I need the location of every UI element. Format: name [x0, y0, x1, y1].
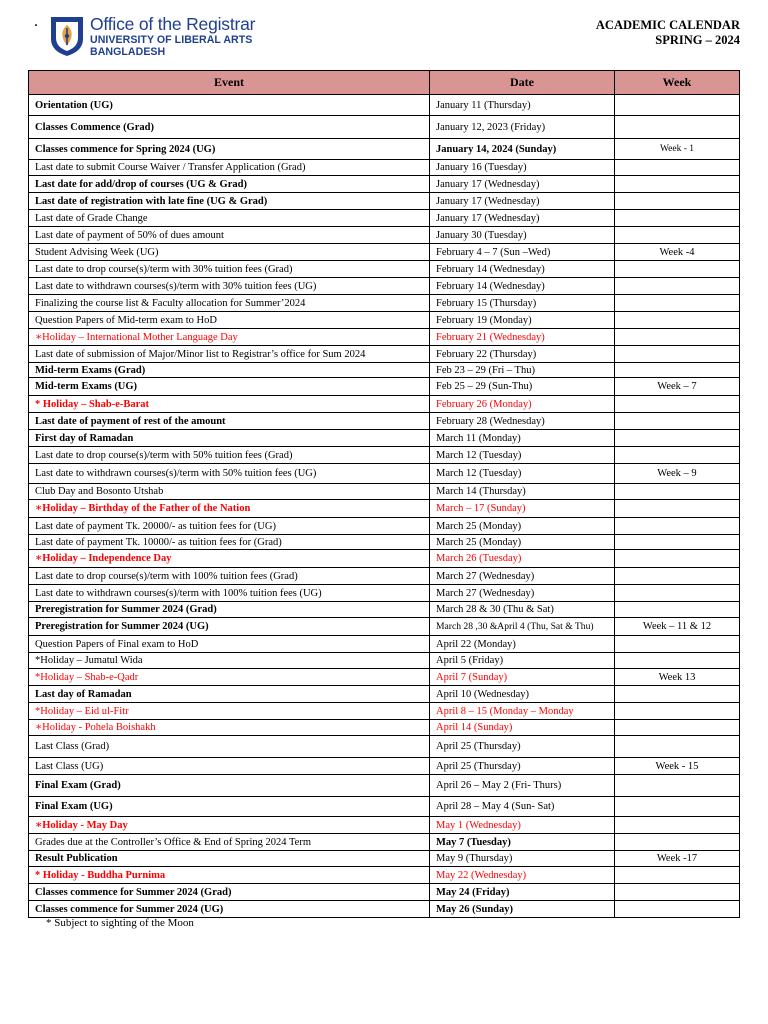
- week-cell: [615, 363, 740, 378]
- table-row: [29, 851, 740, 867]
- table-row: [29, 867, 740, 884]
- event-cell: Last day of Ramadan: [29, 686, 430, 703]
- week-cell: [615, 95, 740, 116]
- event-cell: Last date of payment of 50% of dues amount: [29, 227, 430, 244]
- event-cell: Last date of payment Tk. 10000/- as tuition fees for (Grad): [29, 535, 430, 550]
- week-cell: [615, 736, 740, 758]
- week-cell: Week – 11 & 12: [615, 618, 740, 636]
- event-cell: Last date to submit Course Waiver / Transfer Application (Grad): [29, 160, 430, 176]
- table-row: [29, 193, 740, 210]
- table-row: [29, 817, 740, 834]
- event-cell: Last Class (UG): [29, 758, 430, 775]
- week-cell: Week -4: [615, 244, 740, 261]
- table-row: [29, 500, 740, 518]
- week-cell: [615, 720, 740, 736]
- date-cell: March 14 (Thursday): [430, 484, 615, 500]
- date-cell: March – 17 (Sunday): [430, 500, 615, 518]
- event-cell: Final Exam (UG): [29, 797, 430, 817]
- event-cell: Last date to drop course(s)/term with 30% tuition fees (Grad): [29, 261, 430, 278]
- date-cell: February 15 (Thursday): [430, 295, 615, 312]
- event-cell: Result Publication: [29, 851, 430, 867]
- date-cell: January 11 (Thursday): [430, 95, 615, 116]
- week-cell: [615, 329, 740, 346]
- date-cell: April 5 (Friday): [430, 653, 615, 669]
- week-cell: [615, 550, 740, 568]
- table-row: [29, 618, 740, 636]
- week-cell: [615, 568, 740, 585]
- event-cell: Last date of registration with late fine (UG & Grad): [29, 193, 430, 210]
- event-cell: Last date of submission of Major/Minor list to Registrar’s office for Sum 2024: [29, 346, 430, 363]
- week-cell: Week - 1: [615, 139, 740, 160]
- table-row: [29, 550, 740, 568]
- week-cell: [615, 176, 740, 193]
- week-cell: [615, 413, 740, 430]
- date-cell: February 28 (Wednesday): [430, 413, 615, 430]
- week-cell: [615, 817, 740, 834]
- event-cell: *Holiday – Jumatul Wida: [29, 653, 430, 669]
- event-cell: * Holiday – Shab-e-Barat: [29, 396, 430, 413]
- event-cell: Final Exam (Grad): [29, 775, 430, 797]
- date-cell: March 28 & 30 (Thu & Sat): [430, 602, 615, 618]
- title-term: SPRING – 2024: [655, 33, 740, 47]
- table-row: [29, 210, 740, 227]
- date-cell: March 12 (Tuesday): [430, 447, 615, 464]
- table-row: [29, 278, 740, 295]
- table-row: [29, 295, 740, 312]
- week-cell: [615, 312, 740, 329]
- event-cell: First day of Ramadan: [29, 430, 430, 447]
- table-row: [29, 430, 740, 447]
- event-cell: Classes commence for Spring 2024 (UG): [29, 139, 430, 160]
- week-cell: [615, 210, 740, 227]
- event-cell: Last date to withdrawn courses(s)/term with 50% tuition fees (UG): [29, 464, 430, 484]
- week-cell: [615, 447, 740, 464]
- week-cell: [615, 396, 740, 413]
- week-cell: [615, 295, 740, 312]
- event-cell: ∗Holiday – Independence Day: [29, 550, 430, 568]
- date-cell: March 28 ,30 &April 4 (Thu, Sat & Thu): [430, 618, 615, 636]
- event-cell: Finalizing the course list & Faculty allocation for Summer’2024: [29, 295, 430, 312]
- week-cell: [615, 703, 740, 720]
- table-row: [29, 116, 740, 139]
- date-cell: April 7 (Sunday): [430, 669, 615, 686]
- event-cell: Last date for add/drop of courses (UG & Grad): [29, 176, 430, 193]
- bullet-mark: .: [34, 13, 38, 30]
- table-row: [29, 227, 740, 244]
- table-row: [29, 518, 740, 535]
- table-row: [29, 720, 740, 736]
- event-cell: Classes commence for Summer 2024 (Grad): [29, 884, 430, 901]
- week-cell: [615, 686, 740, 703]
- date-cell: February 21 (Wednesday): [430, 329, 615, 346]
- table-row: [29, 535, 740, 550]
- date-cell: April 26 – May 2 (Fri- Thurs): [430, 775, 615, 797]
- date-cell: March 12 (Tuesday): [430, 464, 615, 484]
- table-row: [29, 244, 740, 261]
- table-row: [29, 585, 740, 602]
- date-cell: March 27 (Wednesday): [430, 568, 615, 585]
- week-cell: [615, 518, 740, 535]
- week-cell: [615, 653, 740, 669]
- table-row: [29, 884, 740, 901]
- date-cell: March 26 (Tuesday): [430, 550, 615, 568]
- date-cell: February 26 (Monday): [430, 396, 615, 413]
- week-cell: Week 13: [615, 669, 740, 686]
- date-cell: February 4 – 7 (Sun –Wed): [430, 244, 615, 261]
- table-row: [29, 636, 740, 653]
- week-cell: [615, 484, 740, 500]
- table-row: [29, 363, 740, 378]
- event-cell: Preregistration for Summer 2024 (Grad): [29, 602, 430, 618]
- date-cell: April 28 – May 4 (Sun- Sat): [430, 797, 615, 817]
- week-cell: [615, 160, 740, 176]
- event-cell: ∗Holiday - May Day: [29, 817, 430, 834]
- event-cell: ∗Holiday – International Mother Language Day: [29, 329, 430, 346]
- document-title: [596, 18, 740, 48]
- date-cell: January 14, 2024 (Sunday): [430, 139, 615, 160]
- table-row: [29, 686, 740, 703]
- event-cell: Mid-term Exams (UG): [29, 378, 430, 396]
- date-cell: May 24 (Friday): [430, 884, 615, 901]
- logo-university-name: UNIVERSITY OF LIBERAL ARTS: [90, 34, 253, 46]
- week-cell: Week – 9: [615, 464, 740, 484]
- table-row: [29, 602, 740, 618]
- event-cell: Last date of payment Tk. 20000/- as tuition fees for (UG): [29, 518, 430, 535]
- table-row: [29, 703, 740, 720]
- date-cell: Feb 25 – 29 (Sun-Thu): [430, 378, 615, 396]
- week-cell: [615, 116, 740, 139]
- event-cell: Last date to withdrawn courses(s)/term with 30% tuition fees (UG): [29, 278, 430, 295]
- date-cell: March 11 (Monday): [430, 430, 615, 447]
- week-cell: [615, 261, 740, 278]
- footnote: * Subject to sighting of the Moon: [46, 917, 194, 929]
- date-cell: January 17 (Wednesday): [430, 210, 615, 227]
- event-cell: Question Papers of Mid-term exam to HoD: [29, 312, 430, 329]
- column-header-event: Event: [29, 71, 430, 95]
- event-cell: Preregistration for Summer 2024 (UG): [29, 618, 430, 636]
- date-cell: Feb 23 – 29 (Fri – Thu): [430, 363, 615, 378]
- event-cell: Last date of Grade Change: [29, 210, 430, 227]
- column-header-week: Week: [615, 71, 740, 95]
- week-cell: [615, 834, 740, 851]
- registrar-logo: [49, 15, 269, 61]
- week-cell: [615, 535, 740, 550]
- table-row: [29, 901, 740, 918]
- table-row: [29, 176, 740, 193]
- event-cell: Last date of payment of rest of the amount: [29, 413, 430, 430]
- table-row: [29, 797, 740, 817]
- date-cell: January 16 (Tuesday): [430, 160, 615, 176]
- event-cell: ∗Holiday - Pohela Boishakh: [29, 720, 430, 736]
- table-row: [29, 312, 740, 329]
- table-row: [29, 378, 740, 396]
- table-row: [29, 396, 740, 413]
- table-row: [29, 139, 740, 160]
- logo-office-title: Office of the Registrar: [90, 14, 256, 34]
- event-cell: Club Day and Bosonto Utshab: [29, 484, 430, 500]
- week-cell: [615, 602, 740, 618]
- table-row: [29, 568, 740, 585]
- table-header-row: [29, 71, 740, 95]
- event-cell: *Holiday – Eid ul-Fitr: [29, 703, 430, 720]
- date-cell: March 25 (Monday): [430, 535, 615, 550]
- table-row: [29, 329, 740, 346]
- table-row: [29, 775, 740, 797]
- table-row: [29, 484, 740, 500]
- university-crest-icon: [49, 15, 85, 57]
- date-cell: May 9 (Thursday): [430, 851, 615, 867]
- date-cell: April 22 (Monday): [430, 636, 615, 653]
- event-cell: Question Papers of Final exam to HoD: [29, 636, 430, 653]
- table-row: [29, 447, 740, 464]
- date-cell: January 30 (Tuesday): [430, 227, 615, 244]
- week-cell: [615, 500, 740, 518]
- event-cell: Last date to drop course(s)/term with 100% tuition fees (Grad): [29, 568, 430, 585]
- date-cell: April 8 – 15 (Monday – Monday: [430, 703, 615, 720]
- table-row: [29, 160, 740, 176]
- event-cell: Grades due at the Controller’s Office & End of Spring 2024 Term: [29, 834, 430, 851]
- date-cell: January 12, 2023 (Friday): [430, 116, 615, 139]
- date-cell: February 22 (Thursday): [430, 346, 615, 363]
- week-cell: [615, 585, 740, 602]
- column-header-date: Date: [430, 71, 615, 95]
- week-cell: [615, 901, 740, 918]
- event-cell: Last Class (Grad): [29, 736, 430, 758]
- date-cell: April 25 (Thursday): [430, 758, 615, 775]
- week-cell: [615, 884, 740, 901]
- table-row: [29, 834, 740, 851]
- week-cell: [615, 636, 740, 653]
- week-cell: [615, 867, 740, 884]
- week-cell: [615, 193, 740, 210]
- week-cell: [615, 775, 740, 797]
- date-cell: April 10 (Wednesday): [430, 686, 615, 703]
- table-row: [29, 669, 740, 686]
- table-row: [29, 653, 740, 669]
- event-cell: * Holiday - Buddha Purnima: [29, 867, 430, 884]
- event-cell: Last date to withdrawn courses(s)/term with 100% tuition fees (UG): [29, 585, 430, 602]
- week-cell: Week – 7: [615, 378, 740, 396]
- date-cell: February 14 (Wednesday): [430, 261, 615, 278]
- academic-calendar-table: [28, 70, 740, 918]
- date-cell: March 27 (Wednesday): [430, 585, 615, 602]
- table-row: [29, 346, 740, 363]
- event-cell: Student Advising Week (UG): [29, 244, 430, 261]
- date-cell: January 17 (Wednesday): [430, 193, 615, 210]
- event-cell: ∗Holiday – Birthday of the Father of the Nation: [29, 500, 430, 518]
- date-cell: February 14 (Wednesday): [430, 278, 615, 295]
- week-cell: Week -17: [615, 851, 740, 867]
- date-cell: January 17 (Wednesday): [430, 176, 615, 193]
- week-cell: Week - 15: [615, 758, 740, 775]
- table-row: [29, 413, 740, 430]
- table-row: [29, 758, 740, 775]
- date-cell: March 25 (Monday): [430, 518, 615, 535]
- date-cell: April 14 (Sunday): [430, 720, 615, 736]
- week-cell: [615, 430, 740, 447]
- event-cell: *Holiday – Shab-e-Qadr: [29, 669, 430, 686]
- table-row: [29, 95, 740, 116]
- title-academic-calendar: ACADEMIC CALENDAR: [595, 18, 740, 32]
- event-cell: Classes commence for Summer 2024 (UG): [29, 901, 430, 918]
- date-cell: May 1 (Wednesday): [430, 817, 615, 834]
- date-cell: May 26 (Sunday): [430, 901, 615, 918]
- date-cell: April 25 (Thursday): [430, 736, 615, 758]
- date-cell: May 22 (Wednesday): [430, 867, 615, 884]
- event-cell: Mid-term Exams (Grad): [29, 363, 430, 378]
- event-cell: Last date to drop course(s)/term with 50% tuition fees (Grad): [29, 447, 430, 464]
- week-cell: [615, 346, 740, 363]
- week-cell: [615, 278, 740, 295]
- event-cell: Orientation (UG): [29, 95, 430, 116]
- date-cell: May 7 (Tuesday): [430, 834, 615, 851]
- week-cell: [615, 227, 740, 244]
- table-row: [29, 736, 740, 758]
- event-cell: Classes Commence (Grad): [29, 116, 430, 139]
- week-cell: [615, 797, 740, 817]
- logo-country: BANGLADESH: [90, 46, 166, 58]
- table-row: [29, 261, 740, 278]
- date-cell: February 19 (Monday): [430, 312, 615, 329]
- table-row: [29, 464, 740, 484]
